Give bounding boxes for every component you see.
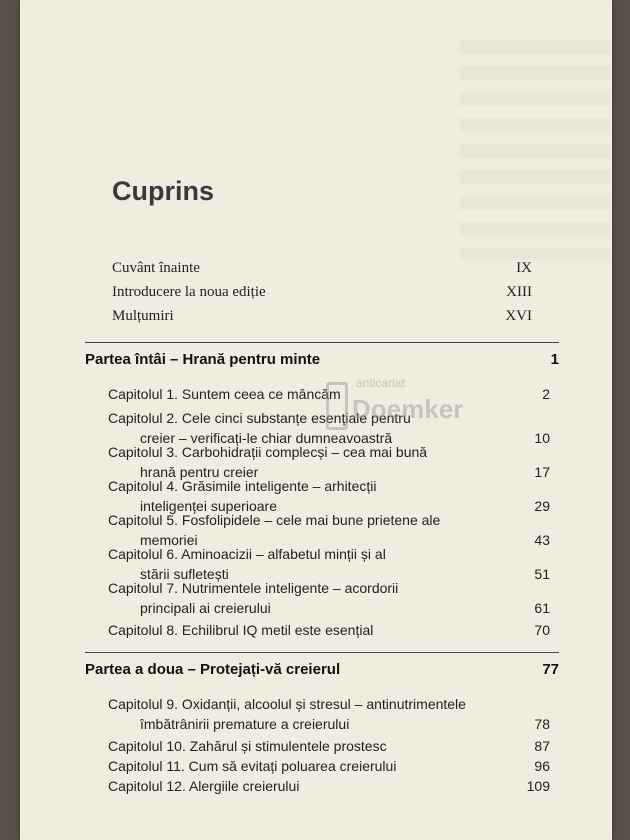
chapter-page-number: 96 — [534, 758, 550, 774]
chapter-title-continued: stării sufletești — [140, 566, 229, 582]
part-title: Partea întâi – Hrană pentru minte — [85, 351, 321, 368]
chapter-title: Capitolul 7. Nutrimentele inteligente – acordorii — [108, 580, 399, 596]
chapter-page-number: 51 — [534, 566, 550, 582]
chapter-page-number: 2 — [542, 386, 550, 402]
chapter-page-number: 10 — [534, 430, 550, 446]
watermark-logo — [326, 376, 464, 438]
entry-page-number: XIII — [506, 284, 532, 300]
toc-entry-chapter — [108, 694, 550, 734]
toc-entry-front-matter — [112, 308, 532, 328]
chapter-title-continued: inteligenței superioare — [140, 498, 277, 514]
toc-entry-chapter — [108, 578, 550, 618]
entry-label: Introducere la noua ediție — [112, 284, 266, 300]
chapter-title: Capitolul 5. Fosfolipidele – cele mai bune prietene ale — [108, 512, 441, 528]
toc-entry-chapter — [108, 736, 550, 756]
part-page-number: 77 — [542, 661, 559, 678]
chapter-title: Capitolul 1. Suntem ceea ce mâncăm — [108, 386, 341, 402]
chapter-title: Capitolul 2. Cele cinci substanțe esențiale pentru — [108, 410, 411, 426]
chapter-title: Capitolul 11. Cum să evitați poluarea creierului — [108, 758, 397, 774]
chapter-title: Capitolul 4. Grăsimile inteligente – arhitecții — [108, 478, 377, 494]
part-page-number: 1 — [550, 351, 559, 368]
toc-entry-chapter — [108, 756, 550, 776]
chapter-page-number: 70 — [534, 622, 550, 638]
toc-entry-chapter — [108, 620, 550, 640]
watermark-tagline: anticariat — [356, 376, 405, 390]
entry-page-number: XVI — [505, 308, 532, 324]
chapter-title: Capitolul 9. Oxidanții, alcoolul și stresul – antinutrimentele — [108, 696, 466, 712]
entry-label: Mulțumiri — [112, 308, 174, 324]
show-through-text — [460, 40, 610, 260]
chapter-page-number: 109 — [526, 778, 550, 794]
page-title: Cuprins — [112, 176, 215, 206]
chapter-page-number: 61 — [534, 600, 550, 616]
chapter-title-continued: hrană pentru creier — [140, 464, 259, 480]
chapter-title: Capitolul 8. Echilibrul IQ metil este esențial — [108, 622, 374, 638]
chapter-page-number: 78 — [534, 716, 550, 732]
part-heading — [85, 351, 559, 373]
chapter-page-number: 43 — [534, 532, 550, 548]
chapter-page-number: 29 — [534, 498, 550, 514]
chapter-title: Capitolul 10. Zahărul și stimulentele prostesc — [108, 738, 387, 754]
entry-page-number: IX — [516, 260, 532, 276]
book-page — [20, 0, 612, 840]
section-divider — [85, 342, 559, 343]
chapter-title: Capitolul 12. Alergiile creierului — [108, 778, 300, 794]
toc-entry-front-matter — [112, 260, 532, 280]
chapter-title-continued: creier – verificați-le chiar dumneavoastră — [140, 430, 393, 446]
toc-entry-chapter — [108, 776, 550, 796]
chapter-title: Capitolul 6. Aminoacizii – alfabetul minții și al — [108, 546, 386, 562]
chapter-title-continued: principali ai creierului — [140, 600, 271, 616]
chapter-title: Capitolul 3. Carbohidrații complecși – cea mai bună — [108, 444, 428, 460]
section-divider — [85, 652, 559, 653]
chapter-page-number: 17 — [534, 464, 550, 480]
watermark-brand: Doemker — [352, 394, 464, 424]
book-icon — [326, 382, 348, 430]
chapter-page-number: 87 — [534, 738, 550, 754]
entry-label: Cuvânt înainte — [112, 260, 200, 276]
chapter-title-continued: memoriei — [140, 532, 198, 548]
part-title: Partea a doua – Protejați-vă creierul — [85, 661, 341, 678]
chapter-title-continued: îmbătrânirii premature a creierului — [140, 716, 350, 732]
part-heading — [85, 661, 559, 683]
toc-entry-front-matter — [112, 284, 532, 304]
